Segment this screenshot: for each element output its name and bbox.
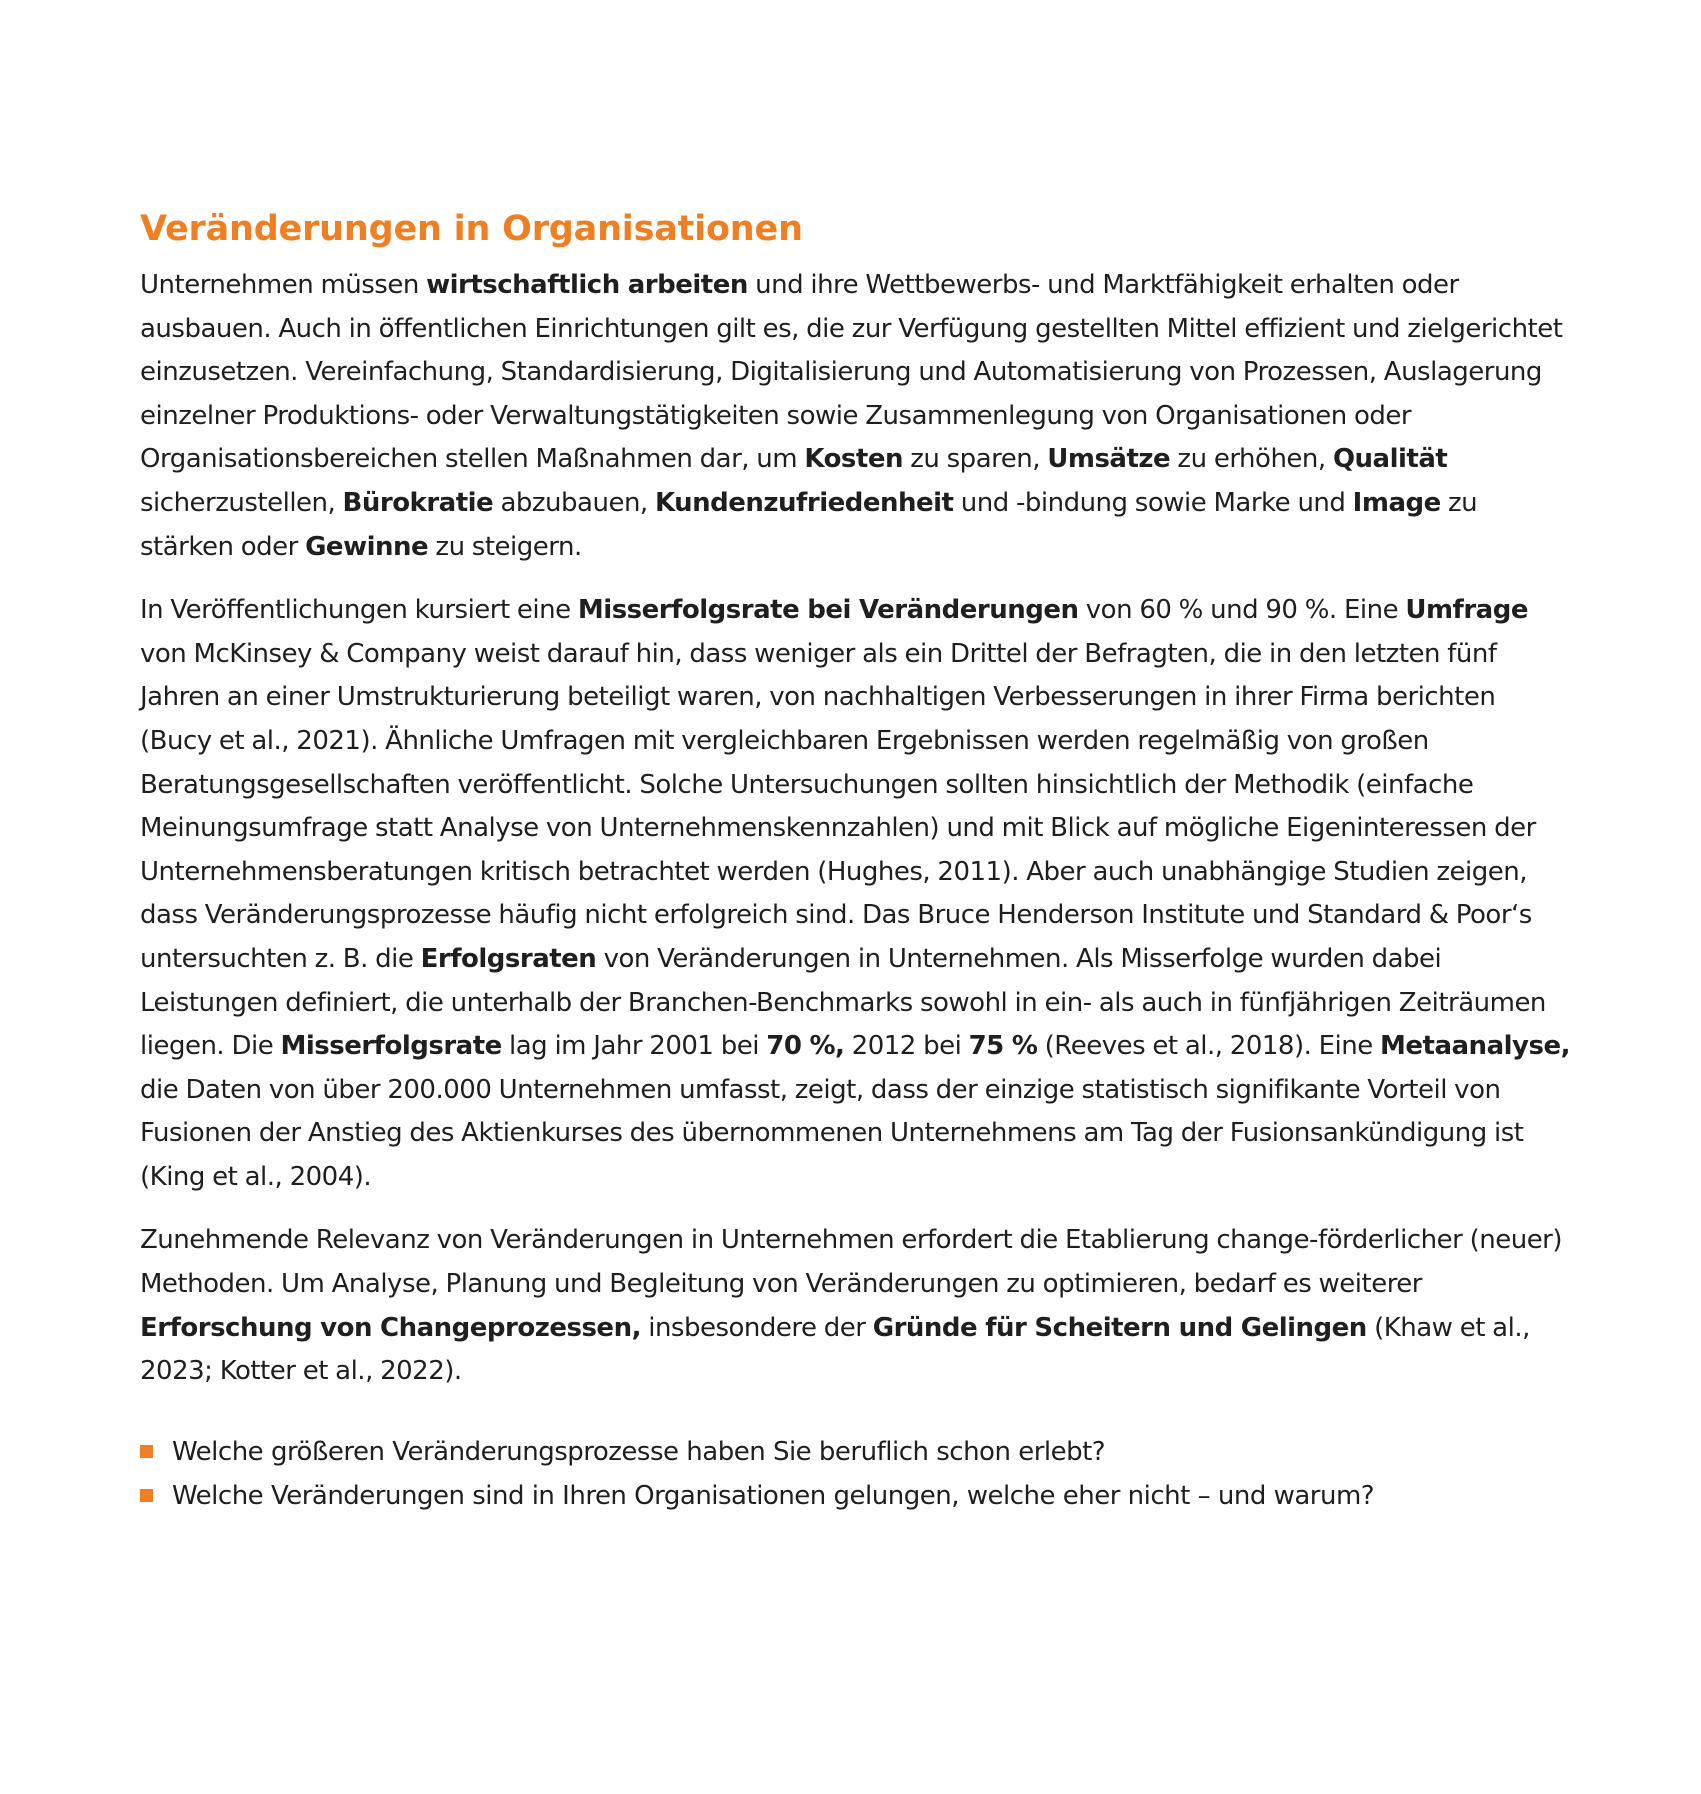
paragraph — [140, 589, 1570, 1199]
question-text: Welche größeren Veränderungsprozesse haben Sie beruflich schon erlebt? — [172, 1436, 1106, 1467]
text-run: Zunehmende Relevanz von Veränderungen in Unternehmen erfordert die Etablierung change-förderlicher (neuer) Methoden. Um Analyse, Planung und Begleitung von Veränderungen zu optimieren, bedarf es weiterer — [140, 1225, 1563, 1300]
text-run: zu steigern. — [428, 531, 582, 562]
text-run: insbesondere der — [640, 1312, 873, 1343]
emphasized-text: 75 % — [968, 1031, 1038, 1062]
emphasized-text: Umfrage — [1405, 595, 1528, 626]
text-run: und -bindung sowie Marke und — [953, 487, 1353, 518]
emphasized-text: Misserfolgsrate bei Veränderungen — [577, 595, 1079, 626]
text-run: lag im Jahr 2001 bei — [501, 1031, 767, 1062]
emphasized-text: Qualität — [1332, 444, 1448, 475]
paragraph — [140, 1219, 1570, 1393]
text-run: die Daten von über 200.000 Unternehmen umfasst, zeigt, dass der einzige statistisch signifikante Vorteil von Fusionen der Anstieg des Aktienkurses des übernommenen Unternehmens am Tag der Fusionsankündigung ist (King et al., 2004). — [140, 1074, 1524, 1192]
emphasized-text: Bürokratie — [342, 487, 494, 518]
emphasized-text: 70 %, — [766, 1031, 845, 1062]
text-run: In Veröffentlichungen kursiert eine — [140, 595, 578, 626]
question-text: Welche Veränderungen sind in Ihren Organisationen gelungen, welche eher nicht – und warum? — [172, 1480, 1375, 1511]
text-run: von Veränderungen in Unternehmen. Als Misserfolge wurden dabei Leistungen definiert, die unterhalb der Branchen-Benchmarks sowohl in ein- als auch in fünfjährigen Zeiträumen liegen. Die — [140, 943, 1546, 1062]
emphasized-text: Metaanalyse, — [1380, 1031, 1570, 1062]
text-run: abzubauen, — [493, 487, 655, 518]
text-run: 2012 bei — [844, 1031, 969, 1062]
square-bullet-icon — [140, 1445, 153, 1458]
text-run: (Khaw et al., 2023; Kotter et al., 2022). — [140, 1312, 1530, 1387]
text-run: zu sparen, — [902, 444, 1048, 475]
text-run: zu erhöhen, — [1170, 444, 1333, 475]
text-run: zu stärken oder — [140, 487, 1478, 562]
emphasized-text: Image — [1352, 487, 1441, 518]
document-page — [140, 204, 1570, 1518]
text-run: sicherzustellen, — [140, 487, 343, 518]
question-item — [140, 1474, 1570, 1518]
text-run: von 60 % und 90 %. Eine — [1078, 595, 1406, 626]
paragraph — [140, 264, 1570, 569]
reflection-questions-list — [140, 1430, 1570, 1518]
text-run: Unternehmen müssen — [140, 270, 427, 300]
emphasized-text: Misserfolgsrate — [280, 1031, 502, 1062]
emphasized-text: wirtschaftlich arbeiten — [426, 270, 748, 300]
emphasized-text: Kosten — [804, 444, 903, 475]
section-heading: Veränderungen in Organisationen — [140, 209, 803, 249]
text-run: von McKinsey & Company weist darauf hin, dass weniger als ein Drittel der Befragten, die in den letzten fünf Jahren an einer Umstrukturierung beteiligt waren, von nachhaltigen Verbesserungen in ihrer Firma berichten (Bucy et al., 2021). Ähnliche Umfragen mit vergleichbaren Ergebnissen werden regelmäßig von großen Beratungsgesellschaften veröffentlicht. Solche Untersuchungen sollten hinsichtlich der Methodik (einfache Meinungsumfrage statt Analyse von Unternehmenskennzahlen) und mit Blick auf mögliche Eigeninteressen der Unternehmensberatungen kritisch betrachtet werden (Hughes, 2011). Aber auch unabhängige Studien zeigen, dass Veränderungsprozesse häufig nicht erfolgreich sind. Das Bruce Henderson Institute und Standard & Poor‘s untersuchten z. B. die — [140, 638, 1536, 974]
emphasized-text: Gewinne — [305, 531, 429, 562]
question-item — [140, 1430, 1570, 1474]
text-run: (Reeves et al., 2018). Eine — [1037, 1031, 1381, 1062]
emphasized-text: Kundenzufriedenheit — [654, 487, 954, 518]
emphasized-text: Umsätze — [1047, 444, 1171, 475]
body-text — [140, 264, 1570, 1394]
emphasized-text: Erfolgsraten — [420, 943, 597, 974]
square-bullet-icon — [140, 1489, 153, 1502]
text-run: und ihre Wettbewerbs- und Marktfähigkeit erhalten oder ausbauen. Auch in öffentlichen Einrichtungen gilt es, die zur Verfügung gestellten Mittel effizient und zielgerichtet einzusetzen. Vereinfachung, Standardisierung, Digitalisierung und Automatisierung von Prozessen, Auslagerung einzelner Produktions- oder Verwaltungstätigkeiten sowie Zusammenlegung von Organisationen oder Organisationsbereichen stellen Maßnahmen dar, um — [140, 270, 1563, 475]
emphasized-text: Gründe für Scheitern und Gelingen — [872, 1312, 1367, 1343]
emphasized-text: Erforschung von Changeprozessen, — [140, 1312, 641, 1343]
